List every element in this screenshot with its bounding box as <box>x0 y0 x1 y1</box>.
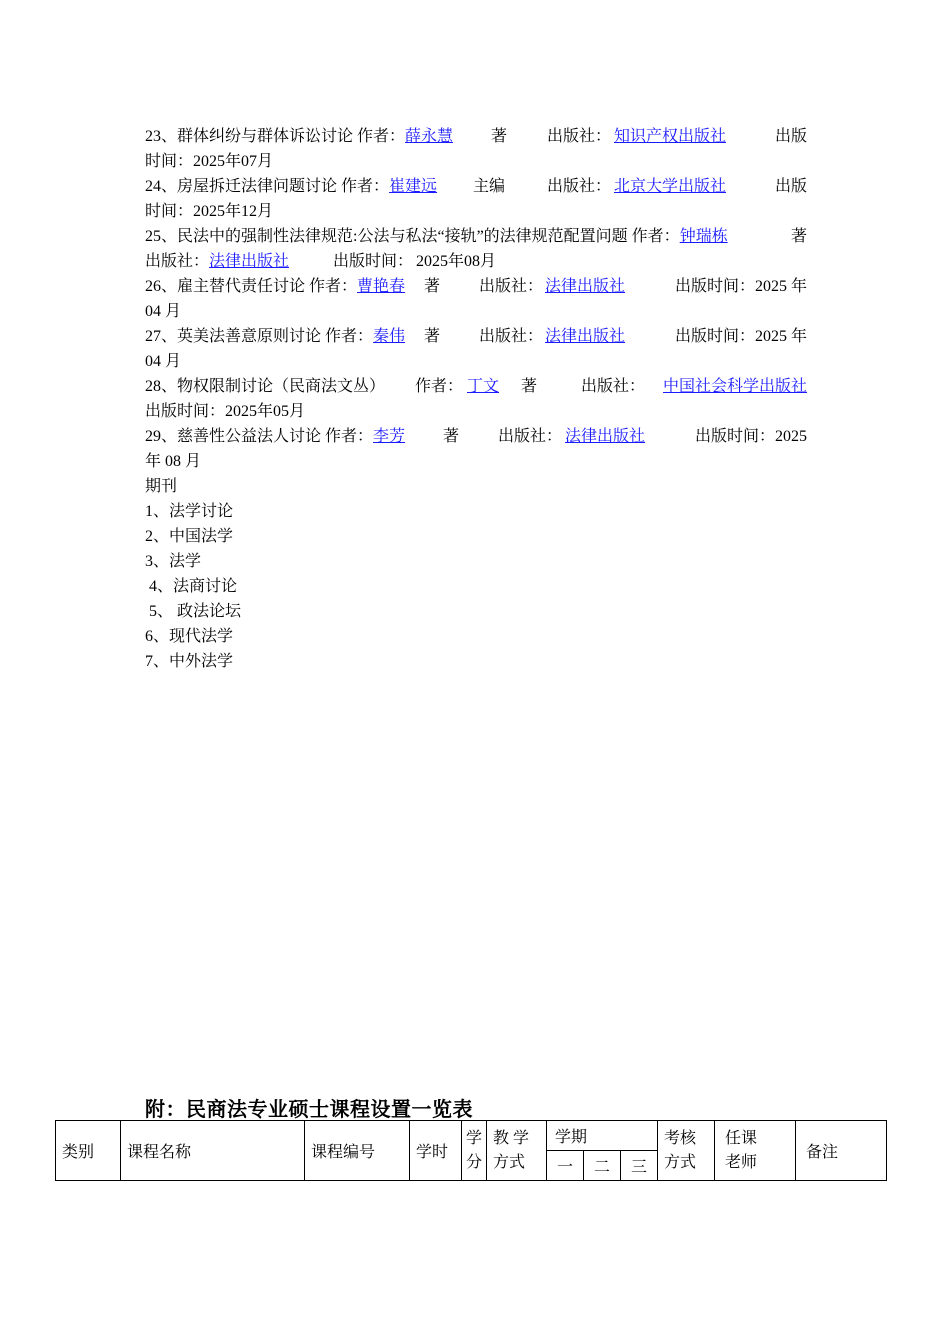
book-title: 民法中的强制性法律规范:公法与私法“接轨”的法律规范配置问题 <box>177 228 628 245</box>
pub-date: 2025年12月 <box>193 203 274 220</box>
header-category: 类别 <box>56 1121 121 1181</box>
header-course-code: 课程编号 <box>305 1121 410 1181</box>
pubtime-label: 出版时间： <box>333 253 414 270</box>
header-credit <box>462 1121 487 1181</box>
author-label: 作者： <box>415 378 464 395</box>
header-teacher-bottom: 老师 <box>725 1153 758 1171</box>
pubtime-label-part: 出版 <box>774 128 807 145</box>
header-semester-2: 二 <box>584 1151 621 1181</box>
header-credit-bottom: 分 <box>466 1153 483 1171</box>
book-number: 23、 <box>145 128 178 145</box>
book-26-line1 <box>145 274 807 299</box>
book-number: 27、 <box>145 328 178 345</box>
book-28-line2 <box>145 399 807 424</box>
book-title: 物权限制讨论（民商法文丛） <box>177 378 386 395</box>
header-notes: 备注 <box>796 1121 887 1181</box>
pubtime-label-rest: 时间： <box>145 153 194 170</box>
author-label: 作者： <box>631 228 680 245</box>
pub-date: 2025年07月 <box>193 153 274 170</box>
book-29-line1 <box>145 424 807 449</box>
pubtime-part: 出版时间：2025 年 <box>674 278 807 295</box>
author-link[interactable]: 丁文 <box>467 378 500 395</box>
header-exam-method <box>658 1121 715 1181</box>
publisher-label: 出版社： <box>145 253 210 270</box>
publisher-link[interactable]: 中国社会科学出版社 <box>662 378 807 395</box>
publisher-label: 出版社： <box>547 178 612 195</box>
author-role: 著 <box>443 428 460 445</box>
book-number: 29、 <box>145 428 178 445</box>
appendix-title: 附：民商法专业硕士课程设置一览表 <box>145 1099 473 1121</box>
book-title: 慈善性公益法人讨论 <box>177 428 322 445</box>
book-28-line1 <box>145 374 807 399</box>
book-number: 26、 <box>145 278 178 295</box>
journal-item: 1、法学讨论 <box>145 503 234 520</box>
journal-item: 6、现代法学 <box>145 628 234 645</box>
publisher-link[interactable]: 知识产权出版社 <box>614 128 727 145</box>
author-role: 著 <box>424 278 441 295</box>
author-role: 著 <box>424 328 441 345</box>
author-label: 作者： <box>309 278 358 295</box>
header-semester-1: 一 <box>547 1151 584 1181</box>
publisher-link[interactable]: 法律出版社 <box>209 253 290 270</box>
pub-date-rest: 04 月 <box>145 303 182 320</box>
book-title: 房屋拆迁法律问题讨论 <box>177 178 338 195</box>
book-title: 英美法善意原则讨论 <box>177 328 322 345</box>
publisher-label: 出版社： <box>498 428 563 445</box>
pubtime-label: 出版时间： <box>145 403 226 420</box>
header-hours: 学时 <box>410 1121 462 1181</box>
book-26-line2 <box>145 299 807 324</box>
pubtime-part: 出版时间：2025 年 <box>674 328 807 345</box>
book-title: 群体纠纷与群体诉讼讨论 <box>177 128 354 145</box>
journal-item: 7、中外法学 <box>145 653 234 670</box>
publisher-link[interactable]: 法律出版社 <box>545 278 626 295</box>
book-number: 25、 <box>145 228 178 245</box>
header-course-name: 课程名称 <box>121 1121 305 1181</box>
author-role: 主编 <box>473 178 506 195</box>
pubtime-label-part: 出版 <box>774 178 807 195</box>
journals-heading: 期刊 <box>145 478 178 495</box>
book-23-line2 <box>145 149 807 174</box>
publisher-label: 出版社： <box>479 278 544 295</box>
book-24-line2 <box>145 199 807 224</box>
header-semester: 学期 <box>547 1121 658 1151</box>
pubtime-part: 出版时间：2025 <box>694 428 807 445</box>
publisher-label: 出版社： <box>581 378 646 395</box>
header-teaching-top: 教 学 <box>493 1129 530 1147</box>
pub-date: 2025年05月 <box>225 403 306 420</box>
header-semester-3: 三 <box>621 1151 658 1181</box>
author-role: 著 <box>521 378 538 395</box>
header-teaching-method <box>487 1121 547 1181</box>
publisher-label: 出版社： <box>479 328 544 345</box>
publisher-label: 出版社： <box>547 128 612 145</box>
author-label: 作者： <box>325 328 374 345</box>
publisher-link[interactable]: 北京大学出版社 <box>614 178 727 195</box>
header-exam-bottom: 方式 <box>664 1153 697 1171</box>
author-role: 著 <box>790 228 807 245</box>
pub-date: 2025年08月 <box>416 253 497 270</box>
journal-item: 4、法商讨论 <box>149 578 238 595</box>
course-table <box>55 1120 887 1181</box>
header-teaching-bottom: 方式 <box>493 1153 526 1171</box>
header-credit-top: 学 <box>466 1129 483 1147</box>
book-title: 雇主替代责任讨论 <box>177 278 306 295</box>
pub-date-rest: 年 08 月 <box>145 453 202 470</box>
author-link[interactable]: 钟瑞栋 <box>679 228 728 245</box>
author-link[interactable]: 崔建远 <box>389 178 438 195</box>
author-label: 作者： <box>357 128 406 145</box>
book-25-line1 <box>145 224 807 249</box>
publisher-link[interactable]: 法律出版社 <box>565 428 646 445</box>
book-27-line2 <box>145 349 807 374</box>
author-role: 著 <box>491 128 508 145</box>
author-label: 作者： <box>341 178 390 195</box>
author-label: 作者： <box>325 428 374 445</box>
book-24-line1 <box>145 174 807 199</box>
author-link[interactable]: 曹艳春 <box>357 278 406 295</box>
header-teacher-top: 任课 <box>725 1129 758 1147</box>
book-25-line2 <box>145 249 807 274</box>
author-link[interactable]: 李芳 <box>373 428 406 445</box>
pubtime-label-rest: 时间： <box>145 203 194 220</box>
book-number: 24、 <box>145 178 178 195</box>
book-number: 28、 <box>145 378 178 395</box>
author-link[interactable]: 薛永慧 <box>405 128 454 145</box>
book-23-line1 <box>145 124 807 149</box>
author-link[interactable]: 秦伟 <box>373 328 406 345</box>
publisher-link[interactable]: 法律出版社 <box>545 328 626 345</box>
journal-item: 5、 政法论坛 <box>149 603 242 620</box>
journal-item: 3、法学 <box>145 553 202 570</box>
book-29-line2 <box>145 449 807 474</box>
header-exam-top: 考核 <box>664 1129 697 1147</box>
journal-item: 2、中国法学 <box>145 528 234 545</box>
book-27-line1 <box>145 324 807 349</box>
header-teacher <box>715 1121 796 1181</box>
reference-list <box>145 124 807 674</box>
pub-date-rest: 04 月 <box>145 353 182 370</box>
